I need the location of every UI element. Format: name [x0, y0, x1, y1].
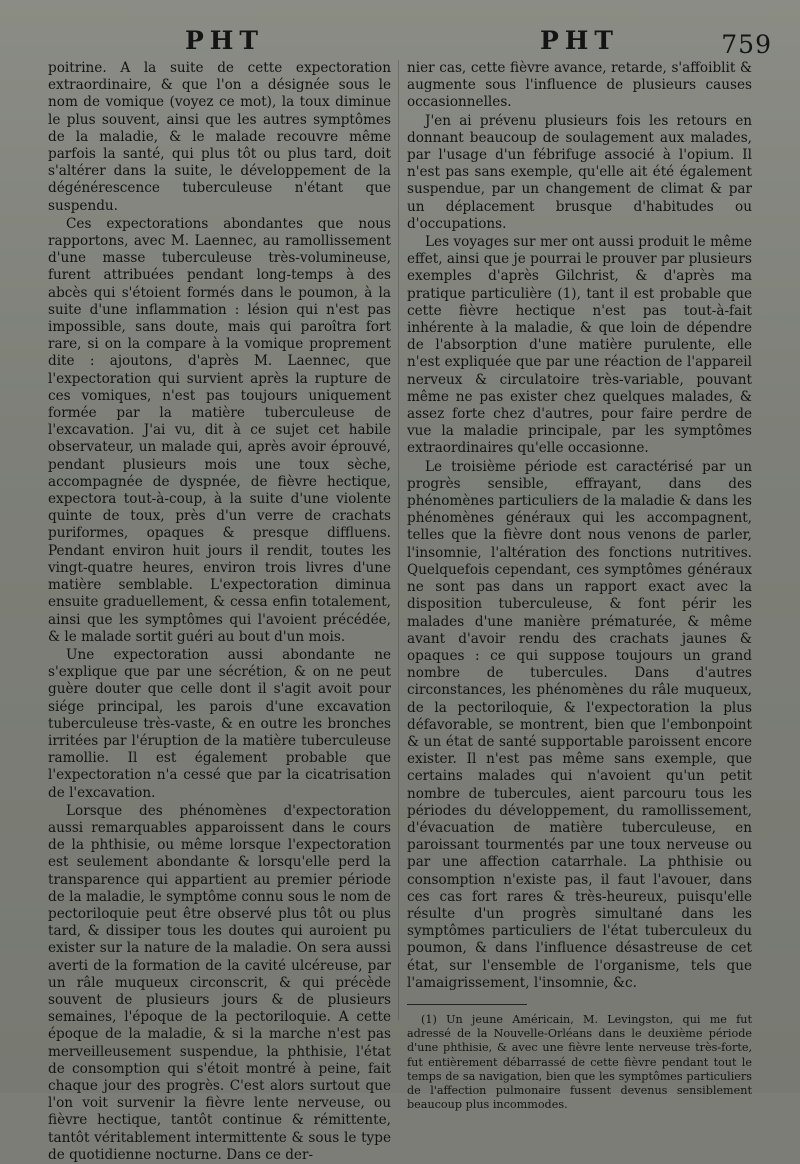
- paragraph: nier cas, cette fièvre avance, retarde, s'affoiblit & augmente sous l'influence de plusieurs causes occasionnelles.: [407, 60, 752, 111]
- paragraph: Lorsque des phénomènes d'expectoration aussi remarquables apparoissent dans le cours de la phthisie, ou même lorsque l'expectoration est seulement abondante & lorsqu'elle perd la transparence qui appartient au premier période de la maladie, le symptôme connu sous le nom de pectoriloquie peut être observé plus tôt ou plus tard, & dissiper tous les doutes qui auroient pu exister sur la nature de la maladie. On sera aussi averti de la formation de la cavité ulcéreuse, par un râle muqueux circonscrit, & qui précède souvent de plusieurs jours & de plusieurs semaines, l'époque de la pectoriloquie. A cette époque de la maladie, & si la marche n'est pas merveilleusement suspendue, la phthisie, l'état de consomption qui s'étoit montré à peine, fait chaque jour des progrès. C'est alors surtout que l'on voit survenir la fièvre lente nerveuse, ou fièvre hectique, tantôt continue & rémittente, tantôt véritablement intermittente & sous le type de quotidienne nocturne. Dans ce der-: [48, 802, 391, 1163]
- page-header: [0, 22, 800, 59]
- paragraph: Le troisième période est caractérisé par un progrès sensible, effrayant, dans des phénomènes particuliers de la maladie & dans les phénomènes généraux qui les accompagnent, telles que la fièvre dont nous venons de parler, l'insomnie, l'altération des fonctions nutritives. Quelquefois cependant, ces symptômes généraux ne sont pas dans un rapport exact avec la disposition tuberculeuse, & font périr les malades d'une manière prématurée, & même avant d'avoir rendu des crachats jaunes & opaques : ce qui suppose toujours un grand nombre de tubercules. Dans d'autres circonstances, les phénomènes du râle muqueux, de la pectoriloquie, & l'expectoration la plus défavorable, se montrent, bien que l'embonpoint & un état de santé supportable paroissent encore exister. Il n'est pas même sans exemple, que certains malades qui n'avoient qu'un petit nombre de tubercules, aient parcouru tous les périodes du développement, du ramollissement, d'évacuation de matière tuberculeuse, en paroissant tourmentés par une toux nerveuse ou par une affection catarrhale. La phthisie ou consomption n'existe pas, il faut l'avouer, dans ces cas fort rares & très-heureux, puisqu'elle résulte d'un progrès simultané dans les symptômes particuliers de l'état tuberculeux du poumon, & dans l'influence désastreuse de cet état, sur l'ensemble de l'organisme, tels que l'amaigrissement, l'insomnie, &c.: [407, 458, 752, 991]
- column-divider: [398, 60, 399, 1020]
- page-number: 759: [721, 30, 772, 59]
- running-head-left: PHT: [185, 26, 265, 55]
- paragraph: Une expectoration aussi abondante ne s'explique que par une sécrétion, & on ne peut guère douter que celle dont il s'agit avoit pour siége principal, les parois d'une excavation tuberculeuse très-vaste, & en outre les bronches irritées par l'éruption de la matière tuberculeuse ramollie. Il est également probable que l'expectoration n'a cessé que par la cicatrisation de l'excavation.: [48, 646, 391, 801]
- paragraph: J'en ai prévenu plusieurs fois les retours en donnant beaucoup de soulagement aux malades, par l'usage d'un fébrifuge associé à l'opium. Il n'est pas sans exemple, qu'elle ait été également suspendue, par un changement de climat & par un déplacement brusque d'habitudes ou d'occupations.: [407, 112, 752, 232]
- paragraph: Les voyages sur mer ont aussi produit le même effet, ainsi que je pourrai le prouver par plusieurs exemples d'après Gilchrist, & d'après ma pratique particulière (1), tant il est probable que cette fièvre hectique n'est pas tout-à-fait inhérente à la maladie, & que loin de dépendre de l'absorption d'une matière purulente, elle n'est expliquée que par une réaction de l'appareil nerveux & circulatoire très-variable, pouvant même ne pas exister chez quelques malades, & assez forte chez d'autres, pour faire perdre de vue la maladie principale, par les symptômes extraordinaires qu'elle occasionne.: [407, 234, 752, 457]
- right-column: [407, 60, 752, 1112]
- paragraph: poitrine. A la suite de cette expectoration extraordinaire, & que l'on a désignée sous le nom de vomique (voyez ce mot), la toux diminue le plus souvent, ainsi que les autres symptômes de la maladie, & le malade recouvre même parfois la santé, qui plus tôt ou plus tard, doit s'altérer dans la suite, le développement de la dégénérescence tuberculeuse n'étant que suspendu.: [48, 60, 391, 214]
- footnote-rule: [407, 1004, 527, 1005]
- paragraph: Ces expectorations abondantes que nous rapportons, avec M. Laennec, au ramollissement d'une masse tuberculeuse très-volumineuse, furent attribuées pendant long-temps à des abcès qui s'étoient formés dans le poumon, à la suite d'une inflammation : lésion qui n'est pas impossible, sans doute, mais qui paroîtra fort rare, si on la compare à la vomique proprement dite : ajoutons, d'après M. Laennec, que l'expectoration qui survient après la rupture de ces vomiques, n'est pas toujours uniquement formée par la matière tuberculeuse de l'excavation. J'ai vu, dit à ce sujet cet habile observateur, un malade qui, après avoir éprouvé, pendant plusieurs mois une toux sèche, accompagnée de dyspnée, de fièvre hectique, expectora tout-à-coup, à la suite d'une violente quinte de toux, près d'un verre de crachats puriformes, opaques & presque diffluens. Pendant environ huit jours il rendit, toutes les vingt-quatre heures, environ trois livres d'une matière semblable. L'expectoration diminua ensuite graduellement, & cessa enfin totalement, ainsi que les symptômes qui l'avoient précédée, & le malade sortit guéri au bout d'un mois.: [48, 215, 391, 645]
- footnote: (1) Un jeune Américain, M. Levingston, qui me fut adressé de la Nouvelle-Orléans dans le deuxième période d'une phthisie, & avec une fièvre lente nerveuse très-forte, fut entièrement débarrassé de cette fièvre pendant tout le temps de sa navigation, bien que les symptômes particuliers de l'affection pulmonaire fussent devenus sensiblement beaucoup plus incommodes.: [407, 1012, 752, 1112]
- running-head-right: PHT: [540, 26, 620, 55]
- left-column: [48, 60, 391, 1164]
